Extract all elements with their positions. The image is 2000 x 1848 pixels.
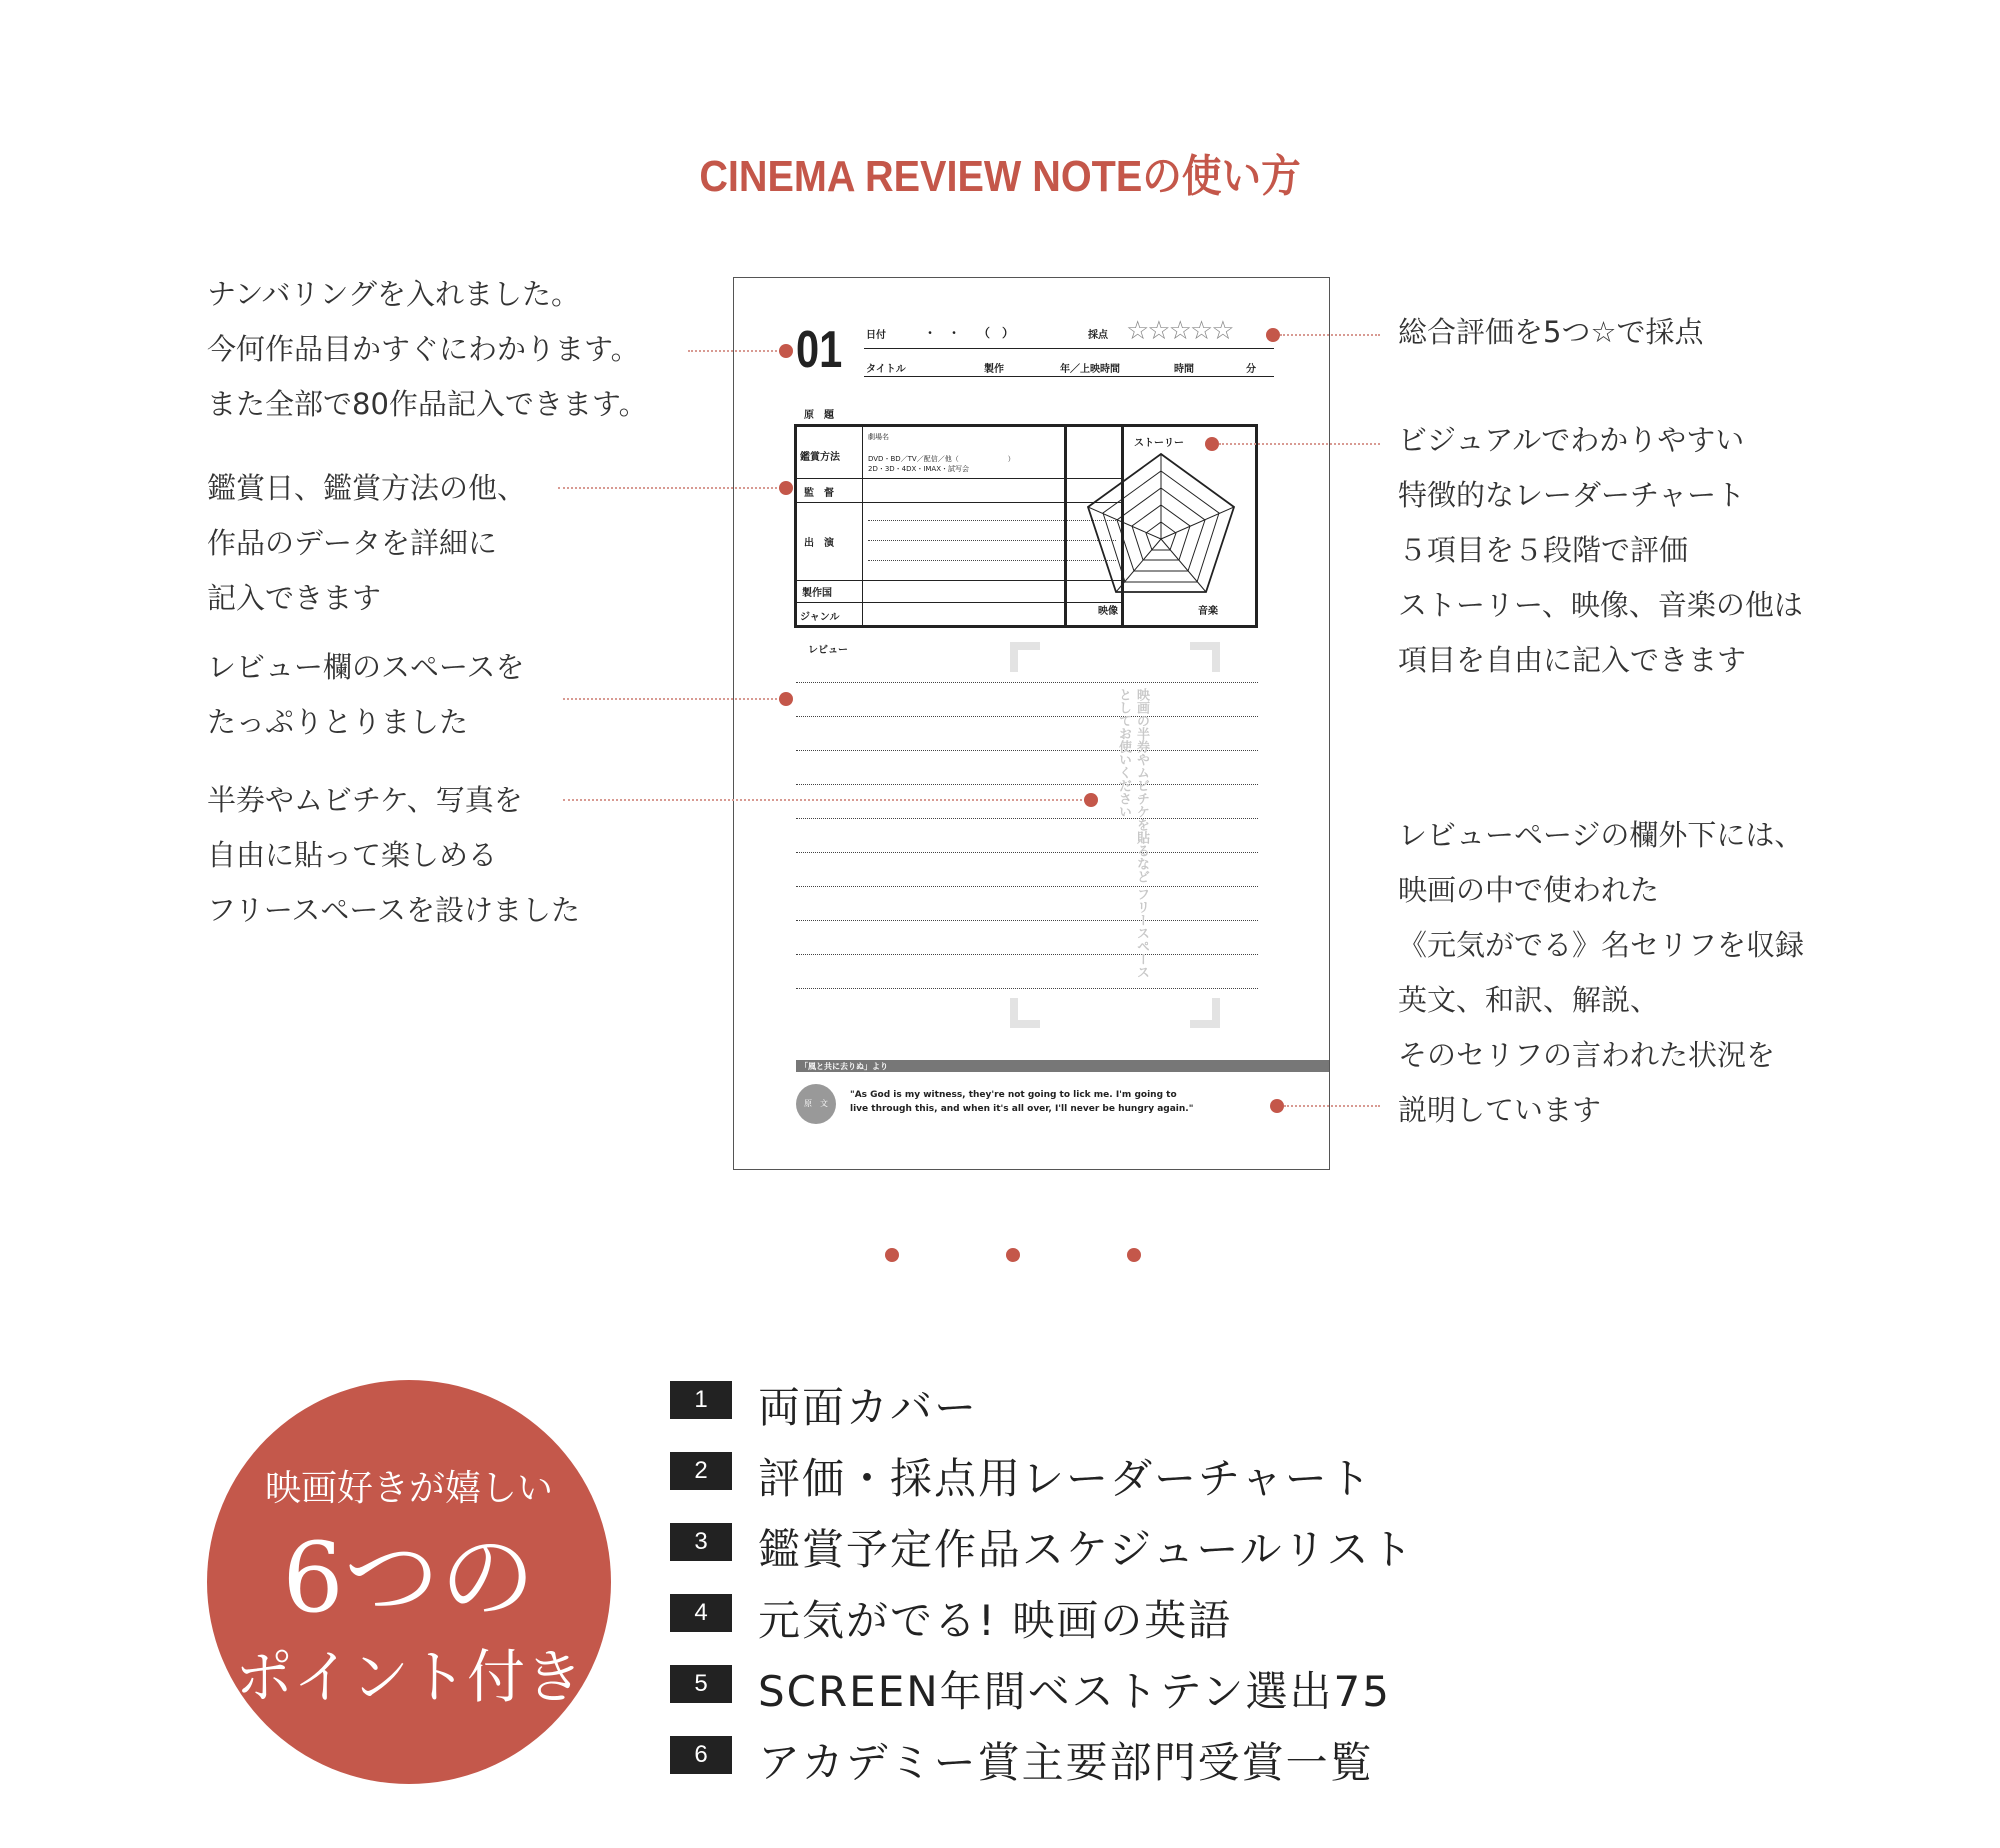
title-rule — [864, 376, 1274, 377]
feature-text: 評価・採点用レーダーチャート — [758, 1454, 1373, 1503]
review-line — [796, 818, 1258, 819]
minute-label: 分 — [1246, 364, 1256, 375]
separator-dot — [885, 1248, 899, 1262]
note-line: ５項目を５段階で評価 — [1398, 533, 1689, 567]
review-line — [796, 988, 1258, 989]
cast-label: 出 演 — [804, 538, 834, 549]
radar-story-label: ストーリー — [1134, 438, 1184, 449]
separator-dot — [1127, 1248, 1141, 1262]
star-rating-icon: ☆☆☆☆☆ — [1126, 316, 1233, 346]
note-line: 英文、和訳、解説、 — [1398, 983, 1660, 1017]
badge-line-3: ポイント付き — [234, 1643, 583, 1711]
title-label: タイトル — [866, 364, 906, 375]
note-line: 《元気がでる》名セリフを収録 — [1398, 928, 1805, 962]
free-space-corner — [1190, 998, 1220, 1028]
feature-number: 3 — [670, 1523, 732, 1561]
page-number: 01 — [796, 321, 843, 379]
method-options-2: 2D・3D・4DX・IMAX・試写会 — [868, 465, 970, 473]
feature-number: 6 — [670, 1736, 732, 1774]
review-line — [796, 954, 1258, 955]
note-radar-chart — [1398, 413, 1803, 688]
callout-dot — [1266, 328, 1280, 342]
note-line: 記入できます — [207, 581, 382, 615]
review-line — [796, 920, 1258, 921]
callout-dot — [779, 481, 793, 495]
note-numbering — [207, 267, 648, 432]
note-line: たっぷりとりました — [207, 705, 469, 739]
score-label: 採点 — [1088, 330, 1108, 341]
note-line: レビューページの欄外下には、 — [1398, 818, 1804, 852]
callout-dot — [1205, 437, 1219, 451]
note-line: 総合評価を5つ☆で採点 — [1398, 315, 1704, 349]
review-label: レビュー — [808, 645, 848, 656]
note-line: 特徴的なレーダーチャート — [1398, 478, 1746, 512]
callout-dot — [779, 692, 793, 706]
note-free-space — [207, 773, 580, 938]
feature-text: アカデミー賞主要部門受賞一覧 — [758, 1738, 1374, 1787]
quote-source: 「風と共に去りぬ」より — [800, 1062, 888, 1071]
note-line: フリースペースを設けました — [207, 893, 580, 927]
radar-visual-label: 映像 — [1098, 606, 1118, 617]
made-label: 製作 — [984, 364, 1004, 375]
leader-line — [558, 487, 785, 489]
note-review-space — [207, 640, 525, 750]
leader-line — [688, 350, 785, 352]
hour-label: 時間 — [1174, 364, 1194, 375]
quote-line: "As God is my witness, they're not going to lick me. I'm going to — [850, 1090, 1177, 1100]
note-star-score — [1398, 305, 1703, 360]
feature-text: 両面カバー — [758, 1383, 979, 1432]
note-line: レビュー欄のスペースを — [207, 650, 525, 684]
leader-line — [1219, 443, 1380, 445]
note-line: 作品のデータを詳細に — [207, 526, 498, 560]
year-runtime-label: 年／上映時間 — [1060, 364, 1120, 375]
radar-music-label: 音楽 — [1198, 606, 1218, 617]
leader-line — [563, 698, 785, 700]
note-line: 映画の中で使われた — [1398, 873, 1660, 907]
feature-number: 1 — [670, 1381, 732, 1419]
free-space-corner — [1190, 642, 1220, 672]
theater-label: 劇場名 — [868, 433, 889, 441]
note-viewing-data — [207, 461, 526, 626]
feature-number: 2 — [670, 1452, 732, 1490]
original-title-label: 原 題 — [804, 410, 834, 421]
note-line: 半券やムビチケ、写真を — [207, 783, 523, 817]
free-space-corner — [1010, 998, 1040, 1028]
note-line: 説明しています — [1398, 1093, 1602, 1127]
review-line — [796, 886, 1258, 887]
review-line — [796, 682, 1258, 683]
six-points-badge — [207, 1380, 611, 1784]
note-line: 自由に貼って楽しめる — [207, 838, 498, 872]
leader-line — [563, 799, 1090, 801]
quote-badge: 原 文 — [796, 1084, 836, 1124]
table-divider — [862, 426, 863, 626]
badge-line-2: 6つの — [282, 1522, 536, 1634]
feature-number: 4 — [670, 1594, 732, 1632]
feature-text: 元気がでる! 映画の英語 — [758, 1596, 1233, 1645]
feature-text: SCREEN年間ベストテン選出75 — [758, 1667, 1392, 1716]
note-line: 鑑賞日、鑑賞方法の他、 — [207, 471, 527, 505]
review-line — [796, 852, 1258, 853]
separator-dot — [1006, 1248, 1020, 1262]
review-line — [796, 784, 1258, 785]
feature-text: 鑑賞予定作品スケジュールリスト — [758, 1525, 1415, 1574]
country-label: 製作国 — [802, 588, 832, 599]
callout-dot — [1084, 793, 1098, 807]
note-line: ナンバリングを入れました。 — [207, 277, 580, 311]
date-separator: ・ ・ （ ） — [924, 326, 1015, 340]
callout-dot — [779, 344, 793, 358]
free-space-text: 映画の半券やムビチケを貼るなど フリースペースとしてお使いください — [1116, 688, 1149, 979]
note-line: ビジュアルでわかりやすい — [1398, 423, 1745, 457]
note-line: 項目を自由に記入できます — [1398, 643, 1747, 677]
note-line: 今何作品目かすぐにわかります。 — [207, 332, 640, 366]
review-line — [796, 750, 1258, 751]
page-title: CINEMA REVIEW NOTEの使い方 — [699, 152, 1301, 201]
method-options-1: DVD・BD／TV／配信／他（ ） — [868, 455, 1015, 463]
note-line: そのセリフの言われた状況を — [1398, 1038, 1776, 1072]
feature-number: 5 — [670, 1665, 732, 1703]
director-label: 監 督 — [804, 488, 834, 499]
header-rule — [864, 348, 1274, 349]
radar-pentagon — [1070, 448, 1252, 600]
callout-dot — [1270, 1099, 1284, 1113]
review-line — [796, 716, 1258, 717]
note-line: また全部で80作品記入できます。 — [207, 387, 648, 421]
badge-line-1: 映画好きが嬉しい — [264, 1468, 553, 1509]
date-label: 日付 — [866, 330, 886, 341]
leader-line — [1280, 334, 1380, 336]
leader-line — [1284, 1105, 1380, 1107]
genre-label: ジャンル — [800, 612, 840, 623]
quote-line: live through this, and when it's all over, I'll never be hungry again." — [850, 1104, 1194, 1114]
free-space-corner — [1010, 642, 1040, 672]
review-page-mockup — [733, 277, 1330, 1170]
note-movie-quote — [1398, 808, 1804, 1138]
method-label: 鑑賞方法 — [800, 452, 840, 463]
note-line: ストーリー、映像、音楽の他は — [1398, 588, 1803, 622]
